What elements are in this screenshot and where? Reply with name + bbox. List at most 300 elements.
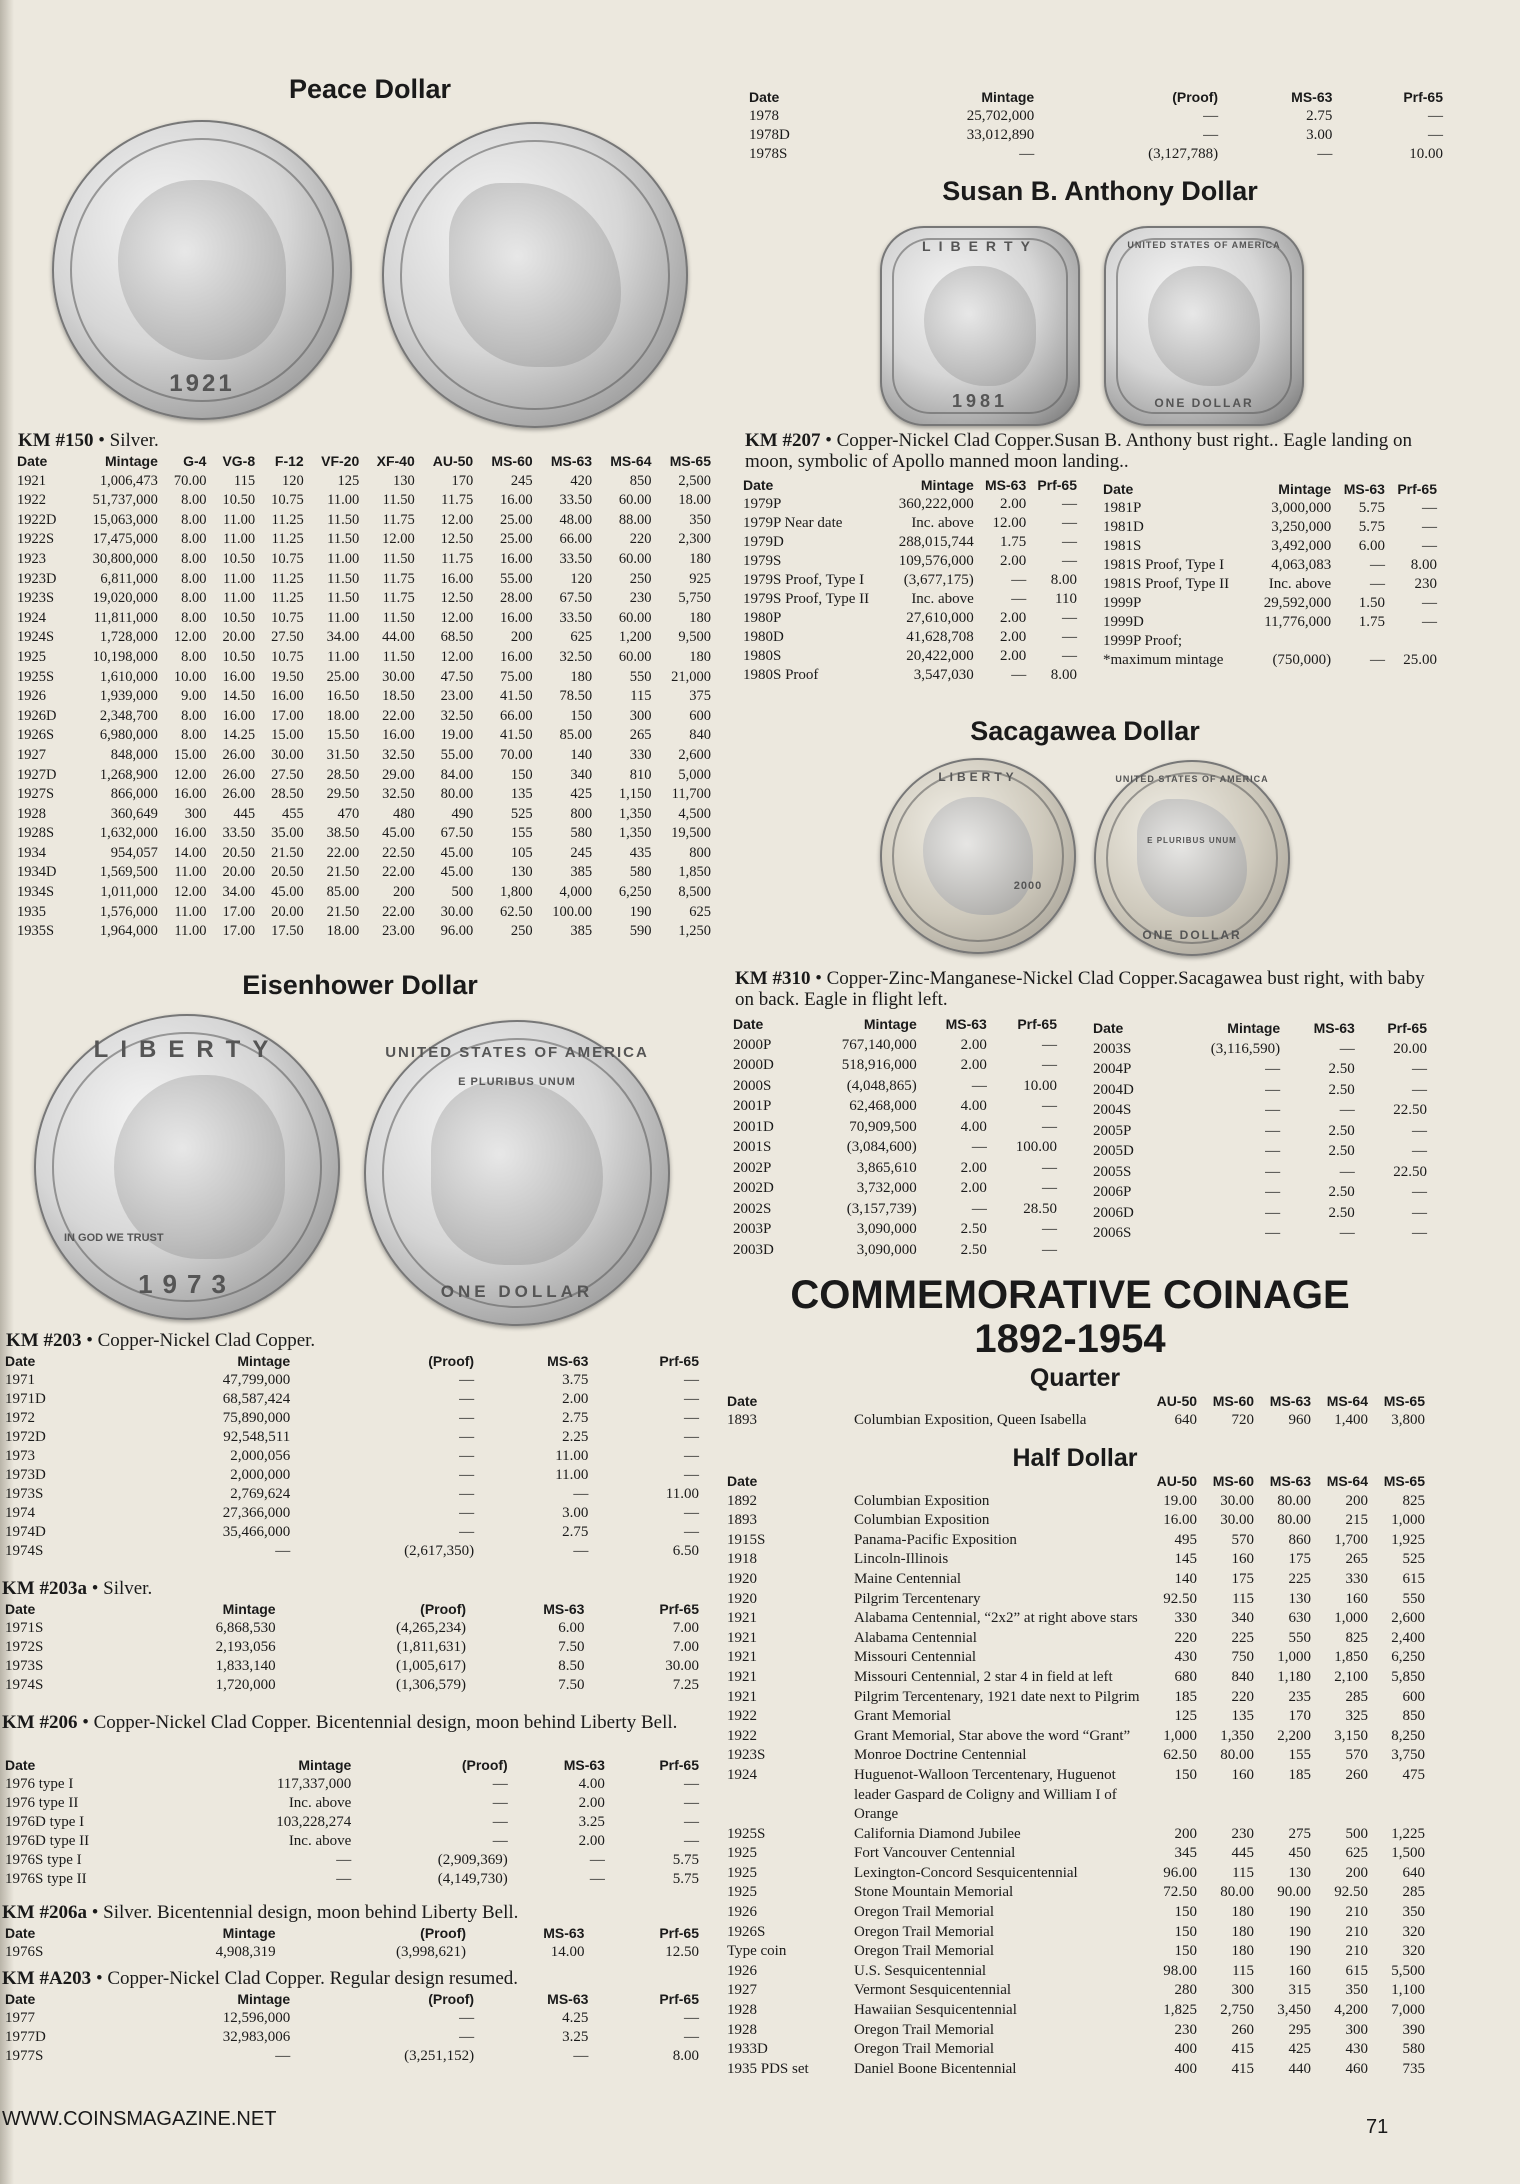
table-cell: — [1339,1040,1355,1057]
table-cell: 1978D [749,127,790,143]
table-cell: 200 [1345,1864,1368,1881]
table-cell: 3,800 [1391,1412,1425,1428]
table-cell: 120 [281,472,304,489]
table-cell: 22.00 [326,844,360,861]
column-header: MS-63 [945,1016,987,1032]
table-cell: 1976S type I [5,1852,82,1868]
table-cell: 35,466,000 [222,1524,291,1540]
table-cell: 345 [1174,1845,1198,1862]
km203a-line: KM #203a • Silver. [2,1578,153,1599]
table-cell: 55.00 [500,570,533,587]
table-cell: 1,850 [1334,1649,1368,1666]
table-cell: 1980S [743,648,782,664]
table-cell: 1,000 [1334,1610,1368,1627]
table-cell: — [684,1776,699,1792]
table-cell: 92,548,511 [223,1429,291,1445]
table-cell: 28.50 [1023,1200,1057,1217]
table-cell: 5.75 [672,1852,699,1868]
table-cell: 2.00 [578,1795,605,1811]
table-cell: 210 [1345,1943,1368,1960]
table-cell: 155 [510,825,533,842]
table-cell: 1,632,000 [99,825,158,842]
table-cell: — [684,2010,699,2026]
table-row [2,1676,702,1695]
column-header: Mintage [222,1925,276,1941]
table-cell: 1,700 [1334,1531,1368,1548]
kmA203-table [2,1990,702,2066]
table-cell: Lincoln-Illinois [854,1551,949,1568]
column-header: MS-64 [610,453,652,469]
table-cell: 11.25 [271,590,304,607]
table-row [746,107,1446,126]
table-cell: 320 [1402,1943,1425,1960]
table-cell: 25.00 [326,668,360,685]
table-cell: 19.00 [1163,1492,1198,1509]
table-cell: 10.50 [222,609,256,626]
table-cell: Oregon Trail Memorial [854,1923,994,1940]
table-cell: 1928 [727,2021,757,2038]
table-cell: 31.50 [326,746,360,763]
table-cell: 21.50 [271,844,304,861]
table-cell: — [684,2029,699,2045]
table-cell: 12.00 [440,511,474,528]
table-cell: 84.00 [440,766,474,783]
km310-line: KM #310 • Copper-Zinc-Manganese-Nickel Clad Copper.Sacagawea bust right, with baby on back. Eagle in flight left. [735,968,1425,1010]
column-header: MS-63 [547,1353,589,1369]
table-header-row [740,476,1080,495]
table-row [1090,1121,1430,1142]
table-cell: 580 [1402,2041,1425,2058]
table-cell: 11.00 [555,1467,589,1483]
table-cell: — [1203,108,1219,124]
table-cell: 16.00 [500,550,533,567]
table-row [2,1619,702,1638]
table-cell: 4.00 [960,1098,987,1114]
table-cell: 580 [629,864,652,881]
table-cell: 28.50 [271,786,304,803]
table-cell: 68,587,424 [222,1391,291,1407]
table-cell: Columbian Exposition, Queen Isabella [854,1412,1087,1428]
table-cell: 190 [629,903,652,920]
table-cell: 75.00 [500,668,533,685]
table-cell: 7.25 [672,1677,699,1693]
table-cell: 15.00 [271,727,304,744]
table-cell: 4,500 [678,805,711,822]
km310-table-left [730,1014,1060,1260]
table-cell: 850 [629,472,652,489]
km-description: Copper-Nickel Clad Copper.Susan B. Anthony bust right.. Eagle landing on moon, symbolic of Apollo manned moon landing.. [745,430,1412,472]
table-cell: 220 [1174,1629,1198,1646]
table-cell: 1,180 [1277,1668,1312,1685]
table-cell: 18.00 [326,707,360,724]
table-cell: — [573,2048,589,2064]
table-cell: 22.50 [1393,1102,1427,1118]
table-cell: — [1011,591,1027,607]
column-header: Date [743,477,774,493]
table-cell: 10,198,000 [92,648,158,665]
table-cell: Monroe Doctrine Centennial [854,1747,1027,1764]
table-cell: 400 [1174,2041,1198,2058]
table-cell: 47,799,000 [222,1372,291,1388]
table-row [724,1981,1428,2001]
table-cell: 2.25 [562,1429,589,1445]
table-cell: 8.00 [181,570,207,587]
table-header-row [1100,480,1440,499]
column-header: Date [17,453,48,469]
table-cell: 33.50 [559,492,593,509]
km207-line: KM #207 • Copper-Nickel Clad Copper.Susan B. Anthony bust right.. Eagle landing on moon, symbolic of Apollo manned moon landing.. [745,430,1412,472]
column-header: MS-63 [1343,481,1385,497]
table-cell: 1925S [727,1825,766,1842]
table-cell [1388,632,1440,651]
table-row [724,1923,1428,1943]
table-cell: 1923S [727,1747,766,1764]
table-cell: 1,150 [618,786,652,803]
table-cell: 8.50 [558,1658,585,1674]
table-cell: 525 [1402,1551,1425,1568]
table-cell: 1,011,000 [100,884,158,901]
sac-coin-year: 2000 [1013,880,1043,892]
column-header: (Proof) [428,1991,475,2007]
table-cell: — [1062,648,1077,664]
table-row [724,1648,1428,1668]
table-cell: 30.00 [382,668,415,685]
table-cell: — [459,1486,475,1502]
table-cell: 140 [1174,1570,1198,1587]
table-cell: 1981S Proof, Type I [1103,557,1225,573]
table-cell: — [1265,1102,1281,1118]
column-header: Mintage [863,1016,917,1032]
table-cell: — [589,1852,605,1868]
table-cell: 420 [570,472,593,489]
table-cell: 1973 [5,1448,35,1464]
table-cell: 33.50 [222,825,256,842]
table-cell: 150 [570,707,593,724]
table-cell: — [1042,1098,1057,1114]
table-cell: 105 [510,844,533,861]
table-cell: 3,865,610 [856,1159,917,1176]
table-cell: (4,048,865) [846,1077,917,1094]
table-cell: 425 [570,786,593,803]
sac-rev-motto: E PLURIBUS UNUM [1147,836,1237,845]
table-cell: 55.00 [440,746,474,763]
table-cell: — [1042,1118,1057,1135]
table-cell: 67.50 [559,590,593,607]
table-row [1090,1141,1430,1162]
column-header: AU-50 [432,453,474,469]
table-cell: 215 [1345,1512,1368,1529]
table-cell: Type coin [727,1943,787,1960]
table-cell: 1928 [727,2002,757,2019]
table-cell: 130 [1288,1864,1312,1881]
table-cell: 22.00 [382,864,415,881]
table-cell: 7,000 [1391,2002,1425,2019]
table-cell: 2005P [1093,1122,1132,1139]
table-cell: — [336,1852,352,1868]
table-cell: 1892 [727,1492,757,1509]
table-cell: 8.00 [181,492,207,509]
table-cell: — [1265,1204,1281,1221]
column-header: Date [5,1925,36,1941]
table-cell: 1978 [749,108,779,124]
table-cell: 1,728,000 [99,629,158,646]
table-row [730,1035,1060,1056]
table-cell: 4.25 [562,2010,589,2026]
table-cell: 1971 [5,1372,35,1388]
sacagawea-title: Sacagawea Dollar [970,716,1200,746]
table-cell: 2001P [733,1098,772,1114]
table-cell: 1979S Proof, Type II [743,591,870,607]
column-header: MS-63 [1269,1393,1312,1409]
table-cell: 41.50 [500,688,533,705]
table-cell: 27,610,000 [906,610,974,626]
column-header: MS-63 [985,477,1027,493]
table-row [2,1390,702,1409]
km206-line: KM #206 • Copper-Nickel Clad Copper. Bicentennial design, moon behind Liberty Bell. [2,1712,678,1733]
table-cell: 235 [1288,1688,1312,1705]
table-row [724,1511,1428,1531]
table-cell: 2.75 [1306,108,1333,124]
column-header: (Proof) [461,1757,508,1773]
table-row [14,648,714,668]
sacagawea-obverse-image [880,758,1076,954]
table-cell: 45.00 [440,844,474,861]
table-cell: 8.00 [181,531,207,548]
table-cell [1334,632,1388,651]
table-cell: 1979S Proof, Type I [743,572,865,588]
table-cell: 6,868,530 [215,1620,276,1636]
table-row [1100,518,1440,537]
table-cell: 220 [629,531,652,548]
table-row [14,628,714,648]
table-cell: 30.00 [440,903,474,920]
table-cell: 66.00 [500,707,533,724]
table-cell: 60.00 [618,609,652,626]
table-cell: 9.00 [181,688,207,705]
table-row [724,2040,1428,2060]
table-cell: 250 [510,923,533,940]
table-cell: 27.50 [271,766,304,783]
table-cell: 1980D [743,629,784,645]
table-cell: 1972 [5,1410,35,1426]
table-row [14,863,714,883]
table-row [14,668,714,688]
table-cell: 415 [1231,2041,1255,2058]
table-cell: 1976D type II [5,1833,90,1849]
table-cell: 20.00 [271,903,304,920]
table-cell: 2005D [1093,1143,1134,1159]
table-cell: Fort Vancouver Centennial [854,1845,1016,1862]
table-cell: 1.75 [999,534,1027,550]
table-cell: 16.00 [173,786,207,803]
table-cell: 85.00 [559,727,593,744]
table-row [740,590,1080,609]
table-row [1100,537,1440,556]
table-cell: 19,500 [671,825,711,842]
table-cell: Grant Memorial, Star above the word “Grant” [854,1727,1131,1744]
table-cell: — [1317,146,1333,162]
table-cell: 16.00 [440,570,474,587]
table-cell: 11.50 [382,492,415,509]
table-cell: 495 [1174,1531,1198,1548]
column-header: Mintage [298,1757,352,1773]
table-cell: 385 [570,923,593,940]
table-cell: 1926S [727,1923,766,1940]
table-cell: 20,422,000 [906,648,974,664]
table-row [14,805,714,825]
table-cell: 2.50 [960,1221,987,1237]
table-cell: 445 [233,805,256,822]
table-cell: 80.00 [1277,1512,1312,1529]
table-cell: 2005S [1093,1163,1132,1180]
table-cell: 10.50 [222,550,256,567]
table-cell: 90.00 [1277,1884,1312,1901]
table-cell: 320 [1402,1923,1425,1940]
table-cell: 80.00 [1220,1747,1255,1764]
table-cell: — [1428,127,1443,143]
table-cell: 115 [1232,1962,1255,1979]
table-cell: 1,000 [1163,1727,1198,1744]
column-header: Prf-65 [659,1757,699,1773]
table-cell: — [1062,629,1077,645]
table-row [2,1466,702,1485]
column-header: Prf-65 [659,1925,699,1941]
table-cell: 29,592,000 [1263,595,1332,611]
table-cell: 625 [570,629,593,646]
table-cell: 340 [570,766,593,783]
peace-dollar-title: Peace Dollar [288,74,452,104]
table-cell: 3,000,000 [1271,500,1332,516]
table-cell: 11.50 [327,511,360,528]
table-cell: 190 [1288,1943,1312,1960]
table-cell: 115 [630,688,652,705]
table-row [1100,651,1440,670]
table-cell: 450 [1288,1845,1312,1862]
table-cell: — [684,1795,699,1811]
table-cell: Missouri Centennial [854,1649,977,1666]
table-cell: 1,825 [1163,2002,1198,2019]
table-row [1090,1080,1430,1101]
table-row [2,1657,702,1676]
table-cell: 8,500 [678,884,711,901]
table-cell: 16.00 [271,688,304,705]
table-cell: 440 [1288,2060,1312,2077]
table-cell: 630 [1288,1610,1312,1627]
table-cell: 300 [1345,2021,1368,2038]
table-cell: 1921 [727,1610,757,1627]
table-row [730,1158,1060,1179]
table-cell: 2,300 [678,531,711,548]
table-cell: 1,350 [1220,1727,1255,1744]
table-cell: 350 [1345,1982,1368,1999]
table-cell: 25,702,000 [966,108,1035,124]
table-cell: 8.00 [181,511,207,528]
table-cell: — [1062,515,1077,531]
ike-rev-legend: UNITED STATES OF AMERICA [385,1044,649,1061]
table-cell: 1,250 [678,923,711,940]
table-cell: 1921 [727,1649,757,1666]
table-cell: 1934S [17,884,55,901]
table-cell: (1,811,631) [396,1639,467,1655]
table-cell: — [1062,496,1077,512]
table-cell: — [459,1448,475,1464]
table-cell: 7.50 [558,1639,585,1655]
column-header: MS-63 [1291,89,1333,105]
peace-coin-year: 1921 [169,370,235,397]
table-cell: 20.50 [271,864,304,881]
table-cell: 2.00 [999,553,1027,569]
peace-dollar-table [14,452,714,942]
table-cell: 4,908,319 [215,1944,276,1960]
table-cell: Hawaiian Sesquicentennial [854,2002,1017,2019]
table-cell: (1,005,617) [396,1658,467,1674]
table-cell: 180 [689,609,711,626]
table-cell: (3,998,621) [396,1944,467,1960]
table-cell: 3,150 [1334,1727,1368,1744]
table-cell: Vermont Sesquicentennial [854,1982,1012,1999]
table-cell: (1,306,579) [396,1677,467,1693]
table-cell: 25.00 [500,531,533,548]
table-cell: 230 [1231,1825,1255,1842]
table-cell: 285 [1402,1884,1425,1901]
table-cell: 20.00 [1393,1040,1427,1057]
table-cell: 26.00 [222,786,256,803]
table-cell: 1920 [727,1590,757,1607]
table-cell: 8.00 [181,707,207,724]
table-row [1100,575,1440,594]
column-header: MS-64 [1326,1393,1368,1409]
table-cell: — [1412,1184,1427,1200]
table-cell: 30.00 [665,1658,699,1674]
table-cell: 1.75 [1358,614,1385,630]
table-cell: 265 [1345,1551,1368,1568]
table-cell: — [1265,1061,1281,1077]
table-cell: — [459,1391,475,1407]
table-cell: 125 [337,472,360,489]
table-cell: 11.00 [223,531,256,548]
table-cell: (3,251,152) [404,2048,475,2064]
column-header: (Proof) [1172,89,1219,105]
table-cell: 1922D [17,511,57,528]
table-row [2,1832,702,1851]
commemorative-years: 1892-1954 [974,1317,1166,1361]
column-header: Prf-65 [659,1601,699,1617]
table-cell: — [1422,519,1437,535]
table-cell: 11.00 [223,570,256,587]
table-cell: 245 [510,472,533,489]
table-cell: 22.50 [382,844,415,861]
table-cell: 14.00 [173,844,207,861]
table-cell: 6,980,000 [99,727,158,744]
table-cell: 11.25 [271,511,304,528]
km-description: Silver. Bicentennial design, moon behind Liberty Bell. [103,1902,519,1923]
table-cell: 11.75 [382,590,415,607]
table-cell: 1,006,473 [99,472,158,489]
table-row [740,647,1080,666]
table-cell: 550 [1402,1590,1425,1607]
table-cell: 10.00 [1023,1077,1057,1094]
table-cell: 12.00 [440,609,474,626]
km203a-table [2,1600,702,1695]
table-row [1100,556,1440,575]
table-cell: 1,400 [1334,1412,1368,1428]
table-cell: 750 [1231,1649,1255,1666]
table-cell: 1933D [727,2041,768,2058]
table-cell: 47.50 [440,668,474,685]
table-cell: 11.50 [327,531,360,548]
sba-rev-legend: UNITED STATES OF AMERICA [1127,240,1281,250]
table-cell: 475 [1402,1766,1425,1783]
